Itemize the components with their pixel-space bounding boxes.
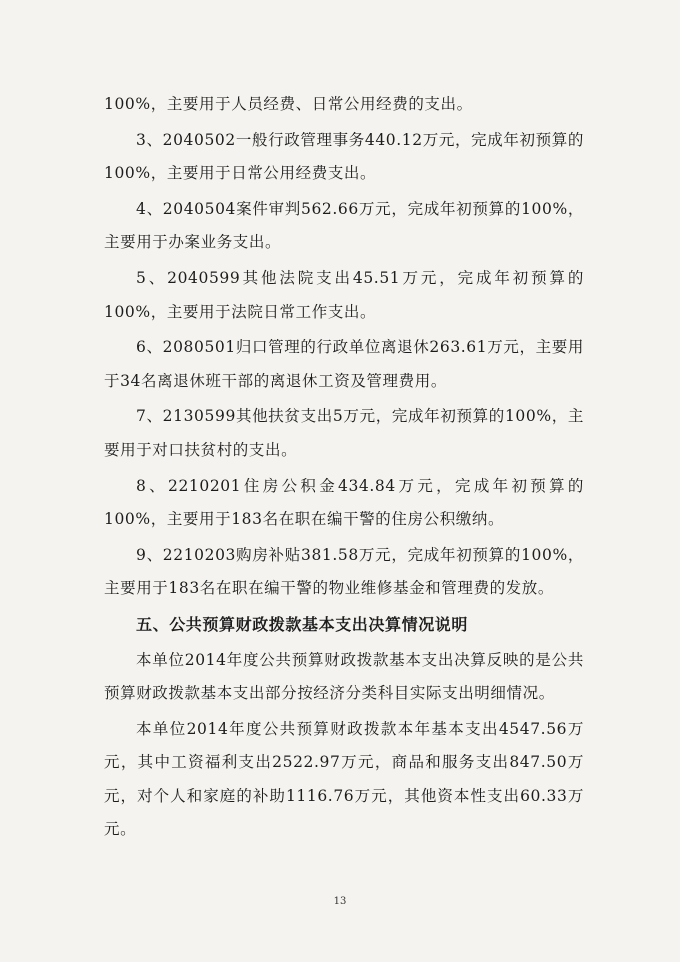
page-number: 13	[333, 896, 347, 907]
document-body	[104, 88, 584, 849]
paragraph-continuation: 100%，主要用于人员经费、日常公用经费的支出。	[104, 95, 473, 113]
section-heading: 五、公共预算财政拨款基本支出决算情况说明	[136, 614, 469, 634]
section-paragraph-1: 本单位2014年度公共预算财政拨款基本支出决算反映的是公共预算财政拨款基本支出部分按经济分类科目实际支出明细情况。	[104, 650, 584, 703]
paragraph-item-9: 9、2210203购房补贴381.58万元，完成年初预算的100%，主要用于183名在职在编干警的物业维修基金和管理费的发放。	[104, 545, 584, 598]
paragraph-item-3: 3、2040502一般行政管理事务440.12万元，完成年初预算的100%，主要用于日常公用经费支出。	[104, 130, 584, 183]
paragraph-item-5: 5、2040599其他法院支出45.51万元，完成年初预算的100%，主要用于法院日常工作支出。	[104, 268, 584, 321]
paragraph-item-6: 6、2080501归口管理的行政单位离退休263.61万元，主要用于34名离退休班干部的离退休工资及管理费用。	[104, 338, 584, 390]
paragraph-item-8: 8、2210201住房公积金434.84万元，完成年初预算的100%，主要用于183名在职在编干警的住房公积缴纳。	[104, 476, 584, 529]
paragraph-item-4: 4、2040504案件审判562.66万元，完成年初预算的100%，主要用于办案业务支出。	[104, 199, 584, 252]
paragraph-item-7: 7、2130599其他扶贫支出5万元，完成年初预算的100%，主要用于对口扶贫村的支出。	[104, 407, 584, 459]
section-paragraph-2: 本单位2014年度公共预算财政拨款本年基本支出4547.56万元，其中工资福利支出2522.97万元，商品和服务支出847.50万元，对个人和家庭的补助1116.76万元，其他资本性支出60.33万元。	[104, 719, 584, 839]
